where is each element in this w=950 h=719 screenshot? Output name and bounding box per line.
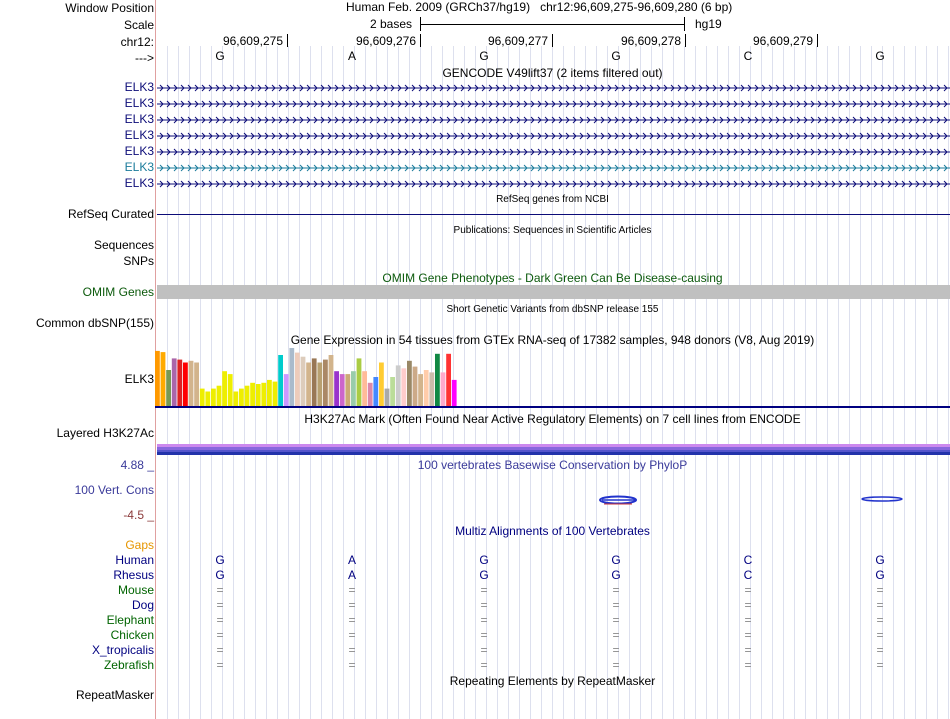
gencode-item-label[interactable]: ELK3 — [124, 144, 154, 158]
alignment-base: = — [612, 658, 620, 672]
alignment-base: = — [876, 643, 884, 657]
gtex-bar[interactable] — [239, 389, 244, 406]
alignment-base: G — [479, 553, 489, 567]
alignment-base: = — [480, 658, 488, 672]
base-letter: G — [215, 49, 225, 63]
base-letter: C — [743, 49, 753, 63]
multiz-title: Multiz Alignments of 100 Vertebrates — [455, 524, 650, 538]
gtex-bar[interactable] — [233, 392, 238, 407]
alignment-base: G — [611, 568, 621, 582]
omim-feature[interactable] — [157, 285, 950, 299]
repeatmasker-label[interactable]: RepeatMasker — [75, 688, 154, 702]
coordinate-tick — [420, 34, 421, 47]
scale-label: Scale — [123, 18, 154, 32]
gencode-item-label[interactable]: ELK3 — [124, 128, 154, 142]
gtex-bar[interactable] — [183, 363, 188, 407]
gtex-bar[interactable] — [351, 371, 356, 406]
coordinate-tick — [552, 34, 553, 47]
alignment-base: = — [744, 658, 752, 672]
alignment-base: = — [348, 583, 356, 597]
alignment-base: = — [348, 598, 356, 612]
gtex-bar[interactable] — [161, 352, 166, 406]
gencode-item-label[interactable]: ELK3 — [124, 160, 154, 174]
gtex-bar[interactable] — [284, 374, 289, 406]
conservation-max: 4.88 _ — [120, 458, 154, 472]
alignment-base: = — [744, 643, 752, 657]
dbsnp-title: Short Genetic Variants from dbSNP release 155 — [446, 304, 659, 315]
h3k27ac-label[interactable]: Layered H3K27Ac — [56, 426, 154, 440]
species-label[interactable]: Chicken — [110, 628, 154, 642]
gtex-bar[interactable] — [368, 383, 373, 406]
gtex-bar[interactable] — [295, 353, 300, 406]
alignment-base: = — [612, 643, 620, 657]
gencode-feature[interactable] — [157, 83, 950, 93]
sequences-label[interactable]: Sequences — [93, 238, 154, 252]
alignment-base: = — [480, 628, 488, 642]
gtex-bar[interactable] — [217, 386, 222, 406]
gtex-bar[interactable] — [194, 363, 199, 407]
base-letter: A — [347, 49, 356, 63]
gtex-bar[interactable] — [306, 363, 311, 407]
gtex-bar[interactable] — [177, 360, 182, 406]
base-letter: G — [875, 49, 885, 63]
gtex-bar[interactable] — [396, 365, 401, 406]
gtex-bar[interactable] — [250, 383, 255, 406]
alignment-base: A — [347, 568, 356, 582]
alignment-base: = — [876, 613, 884, 627]
gtex-bar[interactable] — [267, 380, 272, 406]
base-letter: G — [479, 49, 489, 63]
refseq-title: RefSeq genes from NCBI — [496, 194, 609, 205]
gaps-label[interactable]: Gaps — [125, 538, 154, 552]
gencode-feature[interactable] — [157, 115, 950, 125]
gtex-bar[interactable] — [312, 358, 317, 406]
gtex-bar[interactable] — [256, 384, 261, 406]
alignment-base: C — [743, 553, 753, 567]
conservation-title: 100 vertebrates Basewise Conservation by PhyloP — [417, 458, 688, 472]
refseq-label[interactable]: RefSeq Curated — [67, 207, 154, 221]
refseq-feature[interactable] — [157, 214, 950, 215]
coordinate-label: 96,609,279 — [752, 34, 813, 48]
repeatmasker-title: Repeating Elements by RepeatMasker — [449, 674, 656, 688]
gtex-bar[interactable] — [273, 382, 278, 406]
alignment-base: = — [216, 613, 224, 627]
alignment-base: = — [612, 598, 620, 612]
alignment-base: = — [480, 613, 488, 627]
alignment-base: = — [480, 583, 488, 597]
h3k27ac-signal[interactable] — [157, 444, 950, 456]
gtex-bar[interactable] — [200, 389, 205, 406]
gtex-bar[interactable] — [424, 370, 429, 406]
coordinate-label: 96,609,275 — [222, 34, 283, 48]
gtex-bar[interactable] — [211, 389, 216, 406]
gtex-bar[interactable] — [441, 372, 446, 406]
gtex-bar[interactable] — [452, 380, 457, 406]
gtex-bar[interactable] — [446, 354, 451, 406]
scale-text: 2 bases — [370, 17, 413, 31]
alignment-base: = — [876, 583, 884, 597]
gtex-bar[interactable] — [329, 355, 334, 406]
alignment-base: G — [611, 553, 621, 567]
alignment-base: G — [875, 568, 885, 582]
strand-label: ---> — [135, 51, 154, 65]
gtex-bar[interactable] — [379, 363, 384, 407]
alignment-base: = — [216, 583, 224, 597]
chrom-label: chr12: — [120, 35, 154, 49]
gtex-bar[interactable] — [401, 368, 406, 406]
gencode-item-label[interactable]: ELK3 — [124, 176, 154, 190]
alignment-base: = — [744, 598, 752, 612]
gtex-bar[interactable] — [413, 367, 418, 406]
alignment-base: C — [743, 568, 753, 582]
coordinate-tick — [287, 34, 288, 47]
gencode-feature[interactable] — [157, 147, 950, 157]
scale-db: hg19 — [695, 17, 722, 31]
alignment-base: = — [744, 613, 752, 627]
alignment-base: = — [876, 628, 884, 642]
gtex-bar[interactable] — [345, 374, 350, 406]
publications-title: Publications: Sequences in Scientific Articles — [453, 225, 652, 236]
window-position-text: Human Feb. 2009 (GRCh37/hg19) chr12:96,609,275-96,609,280 (6 bp) — [346, 0, 733, 14]
alignment-base: = — [348, 628, 356, 642]
gtex-bar[interactable] — [155, 351, 160, 406]
gencode-title: GENCODE V49lift37 (2 items filtered out) — [442, 66, 663, 80]
alignment-base: = — [612, 583, 620, 597]
species-label[interactable]: Human — [115, 553, 154, 567]
gtex-bar[interactable] — [357, 358, 362, 406]
alignment-base: G — [215, 568, 225, 582]
gtex-label[interactable]: ELK3 — [124, 372, 154, 386]
alignment-base: = — [612, 613, 620, 627]
gencode-feature[interactable] — [157, 163, 950, 173]
coordinate-tick — [685, 34, 686, 47]
gtex-bar[interactable] — [340, 374, 345, 406]
gtex-bar[interactable] — [166, 370, 171, 406]
alignment-base: = — [348, 613, 356, 627]
gtex-bar[interactable] — [418, 374, 423, 406]
gtex-title: Gene Expression in 54 tissues from GTEx RNA-seq of 17382 samples, 948 donors (V8, Aug 2019) — [290, 333, 815, 347]
gencode-item-label[interactable]: ELK3 — [124, 112, 154, 126]
gtex-bar[interactable] — [362, 371, 367, 406]
coordinate-label: 96,609,278 — [620, 34, 681, 48]
species-label[interactable]: Elephant — [106, 613, 154, 627]
gtex-bar[interactable] — [334, 371, 339, 406]
gencode-item-label[interactable]: ELK3 — [124, 80, 154, 94]
scale-bar — [420, 17, 685, 31]
species-label[interactable]: Dog — [131, 598, 154, 612]
gtex-bar[interactable] — [373, 377, 378, 406]
alignment-base: = — [876, 598, 884, 612]
gtex-bar[interactable] — [385, 389, 390, 406]
gencode-feature[interactable] — [157, 131, 950, 141]
omim-title: OMIM Gene Phenotypes - Dark Green Can Be Disease-causing — [382, 271, 723, 285]
alignment-base: = — [216, 628, 224, 642]
conservation-label[interactable]: 100 Vert. Cons — [74, 483, 154, 497]
gtex-bar[interactable] — [390, 377, 395, 406]
gtex-bar[interactable] — [245, 386, 250, 406]
alignment-base: = — [216, 598, 224, 612]
gtex-bar[interactable] — [429, 372, 434, 406]
gtex-bar-graph[interactable] — [155, 346, 950, 410]
gtex-bar[interactable] — [289, 348, 294, 406]
gtex-bar[interactable] — [228, 374, 233, 406]
coordinate-tick — [817, 34, 818, 47]
gtex-baseline — [155, 406, 950, 408]
coordinate-label: 96,609,277 — [487, 34, 548, 48]
alignment-base: = — [876, 658, 884, 672]
gtex-bar[interactable] — [189, 361, 194, 406]
alignment-base: = — [480, 643, 488, 657]
alignment-base: A — [347, 553, 356, 567]
gtex-bar[interactable] — [317, 363, 322, 407]
alignment-base: = — [348, 658, 356, 672]
gtex-bar[interactable] — [323, 360, 328, 406]
alignment-base: = — [216, 658, 224, 672]
snps-label[interactable]: SNPs — [123, 254, 154, 268]
gtex-bar[interactable] — [407, 361, 412, 406]
conservation-min: -4.5 _ — [123, 508, 154, 522]
species-label[interactable]: Zebrafish — [103, 658, 154, 672]
alignment-base: G — [215, 553, 225, 567]
conservation-signal[interactable] — [590, 493, 910, 509]
species-label[interactable]: Rhesus — [113, 568, 154, 582]
gtex-bar[interactable] — [222, 371, 227, 406]
gencode-item-label[interactable]: ELK3 — [124, 96, 154, 110]
alignment-base: = — [612, 628, 620, 642]
alignment-base: G — [479, 568, 489, 582]
alignment-base: = — [480, 598, 488, 612]
gtex-bar[interactable] — [301, 357, 306, 406]
window-position-label: Window Position — [65, 1, 154, 15]
gtex-bar[interactable] — [435, 354, 440, 406]
species-label[interactable]: Mouse — [117, 583, 154, 597]
omim-label[interactable]: OMIM Genes — [82, 285, 154, 299]
dbsnp-label[interactable]: Common dbSNP(155) — [35, 316, 154, 330]
base-letter: G — [611, 49, 621, 63]
gencode-feature[interactable] — [157, 99, 950, 109]
alignment-base: = — [348, 643, 356, 657]
gtex-bar[interactable] — [205, 392, 210, 407]
alignment-base: = — [744, 583, 752, 597]
species-label[interactable]: X_tropicalis — [91, 643, 154, 657]
gtex-bar[interactable] — [172, 358, 177, 406]
alignment-base: = — [744, 628, 752, 642]
alignment-base: G — [875, 553, 885, 567]
gtex-bar[interactable] — [261, 383, 266, 406]
gencode-feature[interactable] — [157, 179, 950, 189]
alignment-base: = — [216, 643, 224, 657]
gtex-bar[interactable] — [278, 355, 283, 406]
coordinate-label: 96,609,276 — [355, 34, 416, 48]
h3k27ac-title: H3K27Ac Mark (Often Found Near Active Regulatory Elements) on 7 cell lines from ENCODE — [304, 412, 801, 426]
